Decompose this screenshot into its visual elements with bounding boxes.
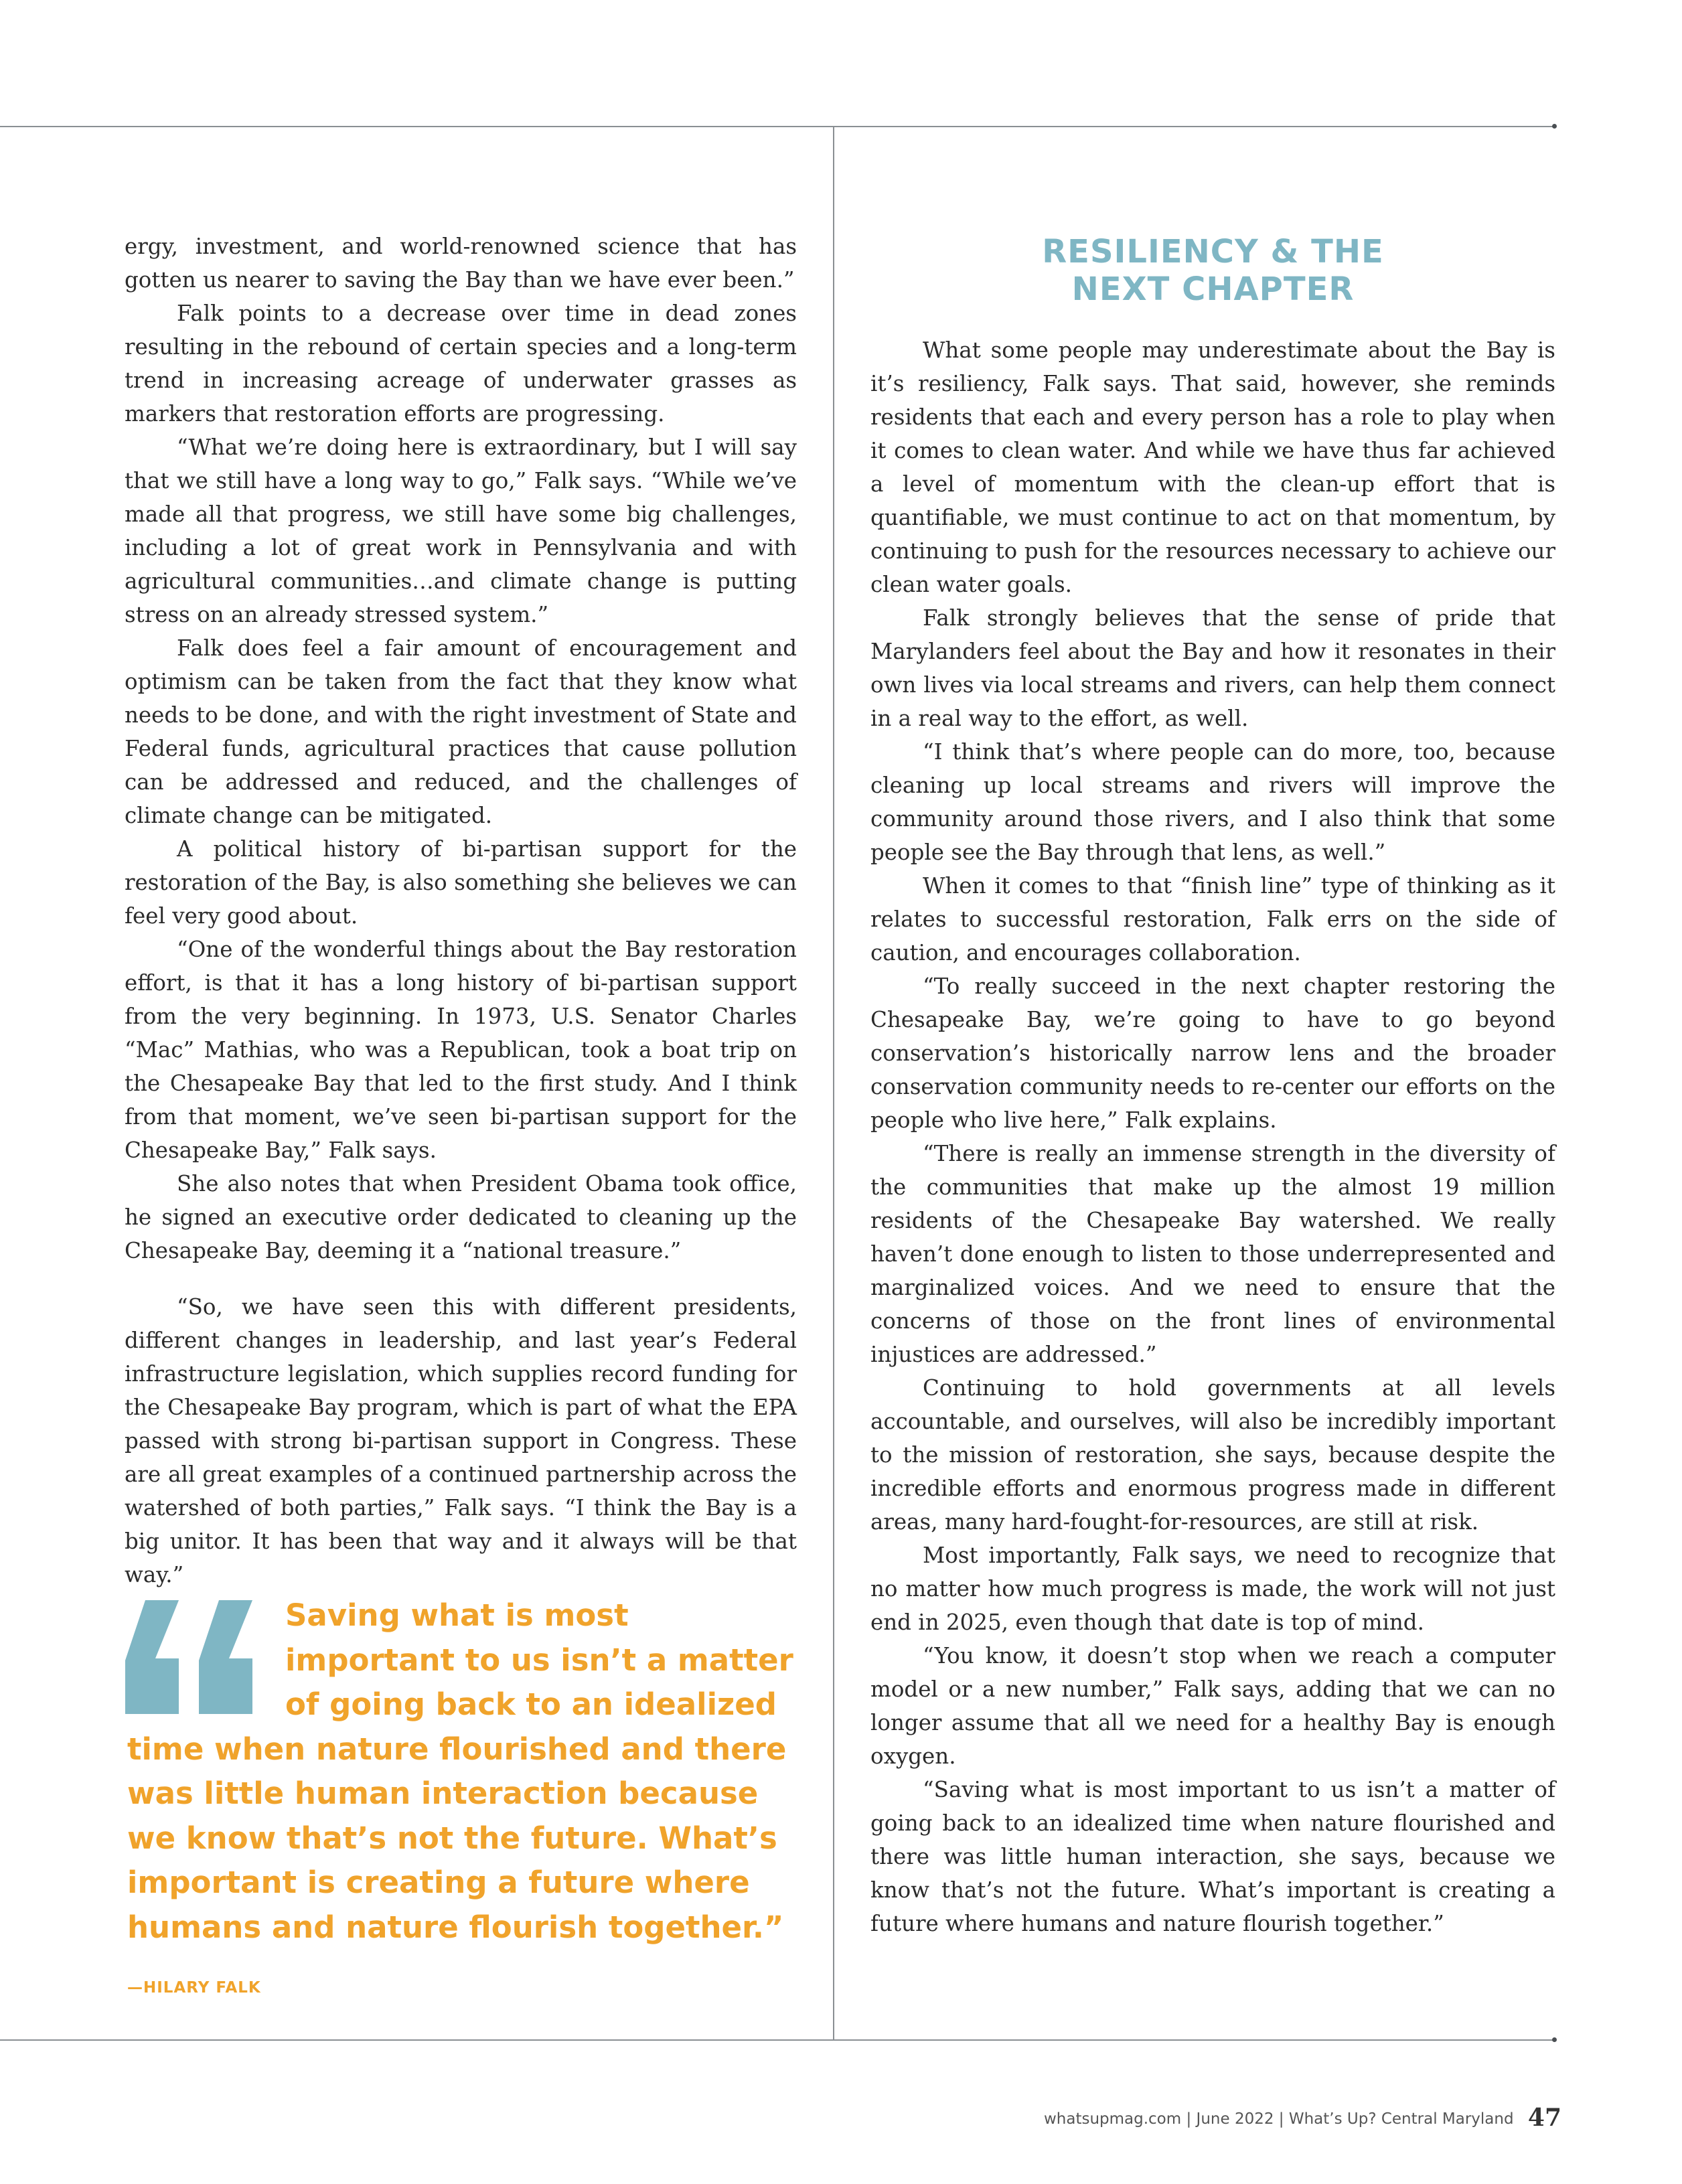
paragraph: When it comes to that “finish line” type of thinking as it relates to successful restoration, Falk errs on the side of caution, and encourages collaboration.	[870, 873, 1555, 965]
paragraph: Falk strongly believes that the sense of pride that Marylanders feel about the Bay and how it resonates in their own lives via local streams and rivers, can help them connect in a real way to the effort, as well.	[870, 605, 1555, 731]
paragraph: “You know, it doesn’t stop when we reach a computer model or a new number,” Falk says, adding that we can no longer assume that all we need for a healthy Bay is enough oxygen.	[870, 1643, 1555, 1769]
pull-quote-line: was little human interaction because	[127, 1776, 759, 1811]
paragraph: A political history of bi-partisan support for the restoration of the Bay, is also something she believes we can feel very good about.	[125, 836, 797, 929]
pull-quote-line: Saving what is most	[285, 1597, 629, 1633]
section-heading	[870, 233, 1555, 308]
section-heading-line: RESILIENCY & THE	[1042, 233, 1384, 270]
paragraph: She also notes that when President Obama took office, he signed an executive order dedicated to cleaning up the Chesapeake Bay, deeming it a “national treasure.”	[125, 1171, 797, 1263]
paragraph: “Saving what is most important to us isn’t a matter of going back to an idealized time when nature flourished and there was little human interaction, she says, because we know that’s not the future. What’s important is creating a future where humans and nature flourish together.”	[870, 1777, 1555, 1936]
paragraph: Falk does feel a fair amount of encouragement and optimism can be taken from the fact that they know what needs to be done, and with the right investment of State and Federal funds, agricultural practices that cause pollution can be addressed and reduced, and the challenges of climate change can be mitigated.	[125, 635, 797, 828]
paragraph: “There is really an immense strength in the diversity of the communities that make up the almost 19 million residents of the Chesapeake Bay watershed. We really haven’t done enough to listen to those underrepresented and marginalized voices. And we need to ensure that the concerns of those on the front lines of environmental injustices are addressed.”	[870, 1141, 1555, 1367]
paragraph: “To really succeed in the next chapter restoring the Chesapeake Bay, we’re going to have to go beyond conservation’s historically narrow lens and the broader conservation community needs to re-center our efforts on the people who live here,” Falk explains.	[870, 973, 1555, 1133]
paragraph: Continuing to hold governments at all levels accountable, and ourselves, will also be incredibly important to the mission of restoration, she says, because despite the incredible efforts and enormous progress made in different areas, many hard-fought-for-resources, are still at risk.	[870, 1375, 1555, 1535]
paragraph: “What we’re doing here is extraordinary, but I will say that we still have a long way to go,” Falk says. “While we’ve made all that progress, we still have some big challenges, including a lot of great work in Pennsylvania and with agricultural communities…and climate change is putting stress on an already stressed system.”	[125, 435, 797, 627]
bottom-rule-dot	[1552, 2037, 1557, 2042]
pull-quote-line: we know that’s not the future. What’s	[127, 1820, 777, 1856]
column-divider	[833, 126, 834, 2041]
paragraph: Falk points to a decrease over time in dead zones resulting in the rebound of certain species and a long-term trend in increasing acreage of underwater grasses as markers that restoration efforts are progressing.	[125, 301, 797, 426]
paragraph: Most importantly, Falk says, we need to recognize that no matter how much progress is made, the work will not just end in 2025, even though that date is top of mind.	[870, 1543, 1555, 1635]
paragraph: “I think that’s where people can do more, too, because cleaning up local streams and rivers will improve the community around those rivers, and I also think that some people see the Bay through that lens, as well.”	[870, 739, 1555, 865]
bottom-rule	[0, 2039, 1555, 2041]
paragraph: ergy, investment, and world-renowned science that has gotten us nearer to saving the Bay than we have ever been.”	[125, 234, 797, 293]
footer-publication: What’s Up? Central Maryland	[1288, 2110, 1514, 2128]
right-column	[870, 333, 1555, 1940]
top-rule	[0, 126, 1555, 127]
pull-quote-line: humans and nature flourish together.”	[127, 1909, 784, 1945]
top-rule-dot	[1552, 124, 1557, 129]
paragraph: “So, we have seen this with different presidents, different changes in leadership, and last year’s Federal infrastructure legislation, which supplies record funding for the Chesapeake Bay program, which is part of what the EPA passed with strong bi-partisan support in Congress. These are all great examples of a continued partnership across the watershed of both parties,” Falk says. “I think the Bay is a big unitor. It has been that way and it always will be that way.”	[125, 1294, 797, 1587]
pull-quote-line: important is creating a future where	[127, 1865, 750, 1900]
page-number: 47	[1527, 2104, 1561, 2132]
page-footer	[1044, 2104, 1561, 2132]
footer-site: whatsupmag.com	[1043, 2110, 1182, 2128]
pull-quote-line: time when nature flourished and there	[127, 1731, 787, 1767]
section-heading-line: NEXT CHAPTER	[1071, 270, 1355, 308]
footer-separator: |	[1278, 2110, 1289, 2128]
left-column	[125, 230, 797, 1591]
footer-issue: June 2022	[1196, 2110, 1274, 2128]
paragraph: What some people may underestimate about the Bay is it’s resiliency, Falk says. That said, however, she reminds residents that each and every person has a role to play when it comes to clean water. And while we have thus far achieved a level of momentum with the clean-up effort that is quantifiable, we must continue to act on that momentum, by continuing to push for the resources necessary to achieve our clean water goals.	[870, 337, 1555, 597]
paragraph: “One of the wonderful things about the Bay restoration effort, is that it has a long history of bi-partisan support from the very beginning. In 1973, U.S. Senator Charles “Mac” Mathias, who was a Republican, took a boat trip on the Chesapeake Bay that led to the first study. And I think from that moment, we’ve seen bi-partisan support for the Chesapeake Bay,” Falk says.	[125, 937, 797, 1163]
pull-quote-line: of going back to an idealized	[285, 1687, 777, 1722]
pull-quote	[127, 1593, 797, 1950]
footer-separator: |	[1186, 2110, 1197, 2128]
pull-quote-line: important to us isn’t a matter	[285, 1642, 793, 1678]
pull-quote-attribution: —HILARY FALK	[127, 1979, 261, 1997]
